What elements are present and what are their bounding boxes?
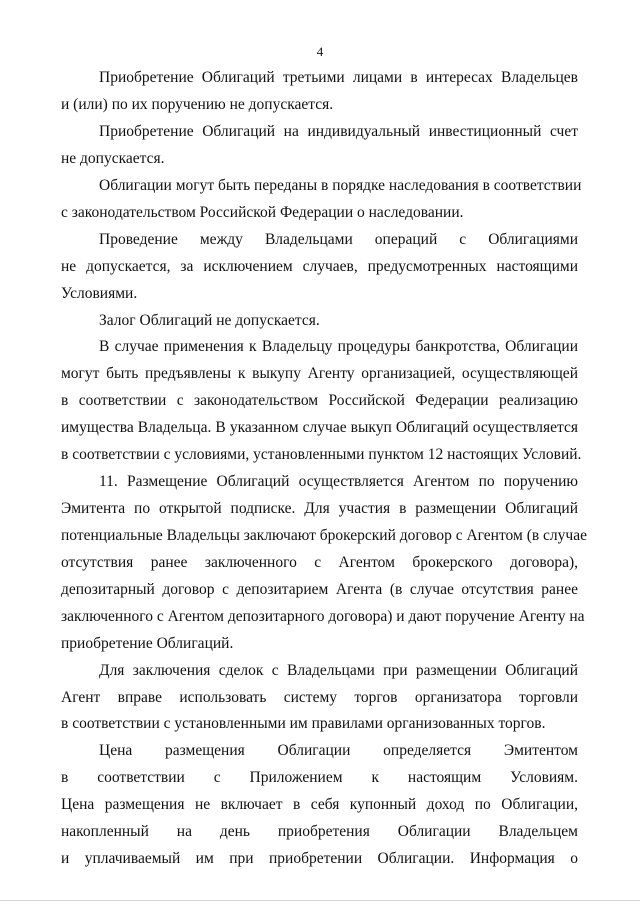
text-line: 11. Размещение Облигаций осуществляется Агентом по поручению xyxy=(99,473,578,490)
text-line: Условиями. xyxy=(61,285,138,302)
text-line: депозитарный договор с депозитарием Агента (в случае отсутствия ранее xyxy=(61,581,578,598)
text-line: Цена размещения Облигации определяется Эмитентом xyxy=(99,742,578,759)
text-line: не допускается. xyxy=(61,150,165,167)
text-line: имущества Владельца. В указанном случае выкуп Облигаций осуществляется xyxy=(61,419,578,436)
text-line: Облигации могут быть переданы в порядке наследования в соответствии xyxy=(99,177,582,194)
text-line: отсутствия ранее заключенного с Агентом брокерского договора), xyxy=(61,554,578,571)
text-line: приобретение Облигаций. xyxy=(61,635,234,652)
text-line: заключенного с Агентом депозитарного договора) и дают поручение Агенту на xyxy=(61,608,585,625)
text-line: Приобретение Облигаций на индивидуальный инвестиционный счет xyxy=(99,123,578,140)
text-line: могут быть предъявлены к выкупу Агенту организацией, осуществляющей xyxy=(61,365,578,382)
text-line: в соответствии с условиями, установленными пунктом 12 настоящих Условий. xyxy=(61,446,582,463)
text-line: с законодательством Российской Федерации о наследовании. xyxy=(61,204,464,221)
text-line: Цена размещения не включает в себя купонный доход по Облигации, xyxy=(61,796,578,813)
text-line: Агент вправе использовать систему торгов организатора торговли xyxy=(61,689,578,706)
text-line: в соответствии с установленными им правилами организованных торгов. xyxy=(61,715,546,732)
text-line: не допускается, за исключением случаев, предусмотренных настоящими xyxy=(61,258,578,275)
text-line: и (или) по их поручению не допускается. xyxy=(61,96,334,113)
text-line: в соответствии с законодательством Российской Федерации реализацию xyxy=(61,392,578,409)
page-number: 4 xyxy=(316,44,324,59)
page-edge-divider xyxy=(0,900,640,901)
text-line: потенциальные Владельцы заключают брокерский договор с Агентом (в случае xyxy=(61,527,587,544)
text-line: Залог Облигаций не допускается. xyxy=(99,312,320,329)
text-line: в соответствии с Приложением к настоящим Условиям. xyxy=(61,769,578,786)
text-line: и уплачиваемый им при приобретении Облигации. Информация о xyxy=(61,850,578,867)
text-line: Для заключения сделок с Владельцами при размещении Облигаций xyxy=(99,662,578,679)
text-line: Проведение между Владельцами операций с Облигациями xyxy=(99,231,578,248)
text-line: Приобретение Облигаций третьими лицами в интересах Владельцев xyxy=(99,69,578,86)
text-line: Эмитента по открытой подписке. Для участия в размещении Облигаций xyxy=(61,500,578,517)
text-line: В случае применения к Владельцу процедуры банкротства, Облигации xyxy=(99,338,578,355)
text-line: накопленный на день приобретения Облигации Владельцем xyxy=(61,823,578,840)
